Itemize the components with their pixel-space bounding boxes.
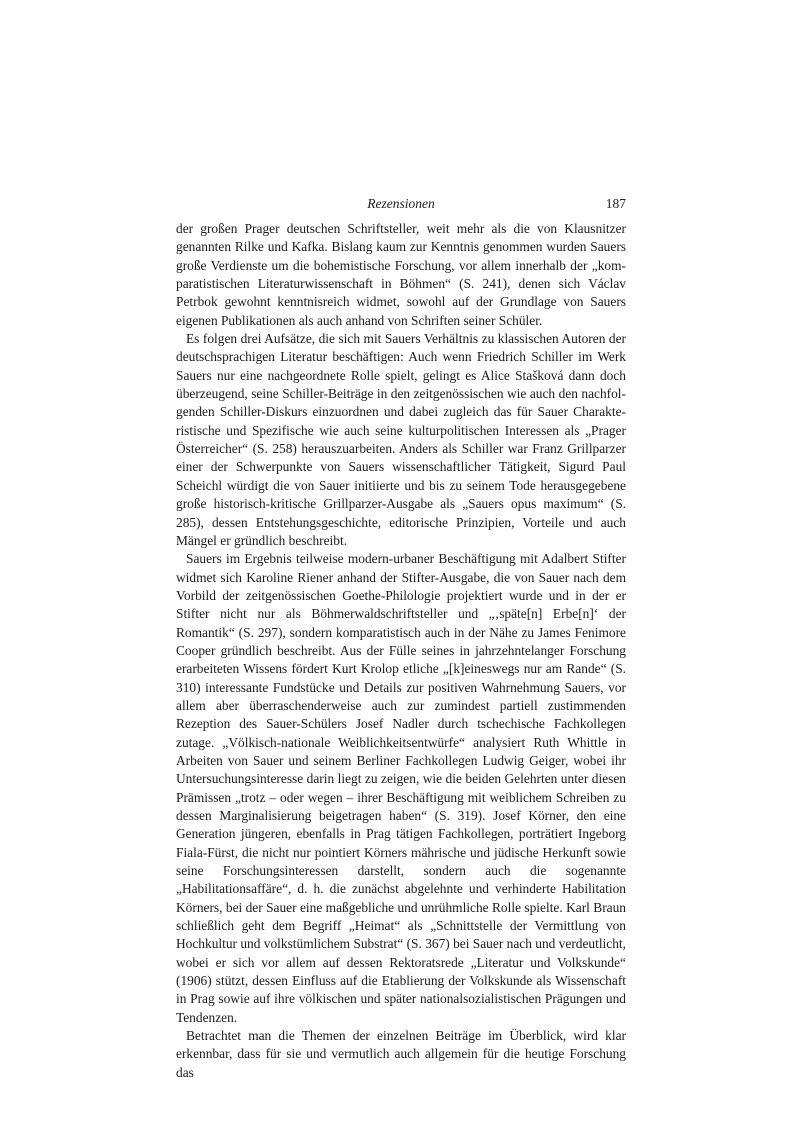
paragraph-overview: Betrachtet man die Themen der einzelnen Beiträge im Überblick, wird klar erkennbar, dass für sie und vermutlich auch allgemein für die heutige Forschung das [176, 1028, 626, 1080]
page-header [176, 196, 626, 214]
running-title: Rezensionen [367, 196, 435, 211]
paragraph-continuation: der großen Prager deutschen Schriftsteller, weit mehr als die von Klausnitzer genannten Rilke und Kafka. Bislang kaum zur Kenntnis genommen wurden Sauers große Verdienste um die bohemistische Forschung, vor allem innerhalb der „komparatistischen Literaturwissenschaft in Böhmen“ (S. 241), denen sich Václav Petrbok gewohnt kenntnisreich widmet, sowohl auf der Grundlage von Sauers eigenen Publikationen als auch anhand von Schriften seiner Schüler. [176, 221, 626, 328]
paragraph-schiller-grillparzer: Es folgen drei Aufsätze, die sich mit Sauers Verhältnis zu klassischen Autoren der deutschsprachigen Literatur beschäftigen: Auch wenn Friedrich Schiller im Werk Sauers nur eine nachgeordnete Rolle spielt, gelingt es Alice Stašková dann doch überzeugend, seine Schiller-Beiträge in den zeitgenössischen wie auch den nachfolgenden Schiller-Diskurs einzuordnen und dabei zugleich das für Sauer Charakteristische und Spezifische wie auch seine kulturpolitischen Interessen als „Prager Österreicher“ (S. 258) herauszuarbeiten. Anders als Schiller war Franz Grillparzer einer der Schwerpunkte von Sauers wissenschaftlicher Tätigkeit, Sigurd Paul Scheichl würdigt die von Sauer initiierte und bis zu seinem Tode herausgegebene große historisch-kritische Grillparzer-Ausgabe als „Sauers opus maximum“ (S. 285), dessen Entstehungsgeschichte, editorische Prinzipien, Vorteile und auch Mängel er gründlich beschreibt. [176, 331, 626, 548]
paragraph-stifter-and-others: Sauers im Ergebnis teilweise modern-urbaner Beschäftigung mit Adalbert Stifter widmet sich Karoline Riener anhand der Stifter-Ausgabe, die von Sauer nach dem Vorbild der zeitgenössischen Goethe-Philologie projektiert wurde und in der er Stifter nicht nur als Böhmerwaldschriftsteller und „‚späte[n] Erbe[n]‘ der Romantik“ (S. 297), sondern komparatistisch auch in der Nähe zu James Fenimore Cooper gründlich beschreibt. Aus der Fülle seines in jahrzehntelanger Forschung erarbeiteten Wissens fördert Kurt Krolop etliche „[k]eineswegs nur am Rande“ (S. 310) interessante Fundstücke und Details zur positiven Wahrnehmung Sauers, vor allem aber überraschenderweise auch zur zumindest partiell zustimmenden Rezeption des Sauer-Schülers Josef Nadler durch tschechische Fachkollegen zutage. „Völkisch-nationale Weiblichkeitsentwürfe“ analysiert Ruth Whittle in Arbeiten von Sauer und seinem Berliner Fachkollegen Ludwig Geiger, wobei ihr Untersuchungsinteresse darin liegt zu zeigen, wie die beiden Gelehrten unter diesen Prämissen „trotz – oder wegen – ihrer Beschäftigung mit weiblichem Schreiben zu dessen Marginalisierung beigetragen haben“ (S. 319). Josef Körner, den eine Generation jüngeren, ebenfalls in Prag tätigen Fachkollegen, porträtiert Ingeborg Fiala-Fürst, die nicht nur pointiert Körners mährische und jüdische Herkunft sowie seine Forschungsinteressen darstellt, sondern auch die sogenannte „Habilitationsaffäre“, d. h. die zunächst abgelehnte und verhinderte Habilitation Körners, bei der Sauer eine maßgebliche und unrühmliche Rolle spielte. Karl Braun schließlich geht dem Begriff „Heimat“ als „Schnittstelle der Vermittlung von Hochkultur und volkstümlichem Substrat“ (S. 367) bei Sauer nach und verdeutlicht, wobei er sich vor allem auf dessen Rektoratsrede „Literatur und Volkskunde“ (1906) stützt, dessen Einfluss auf die Etablierung der Volkskunde als Wissenschaft in Prag sowie auf ihre völkischen und später nationalsozialistischen Prägungen und Tendenzen. [176, 551, 626, 1025]
body-text [176, 220, 626, 1082]
page-number: 187 [605, 196, 626, 211]
